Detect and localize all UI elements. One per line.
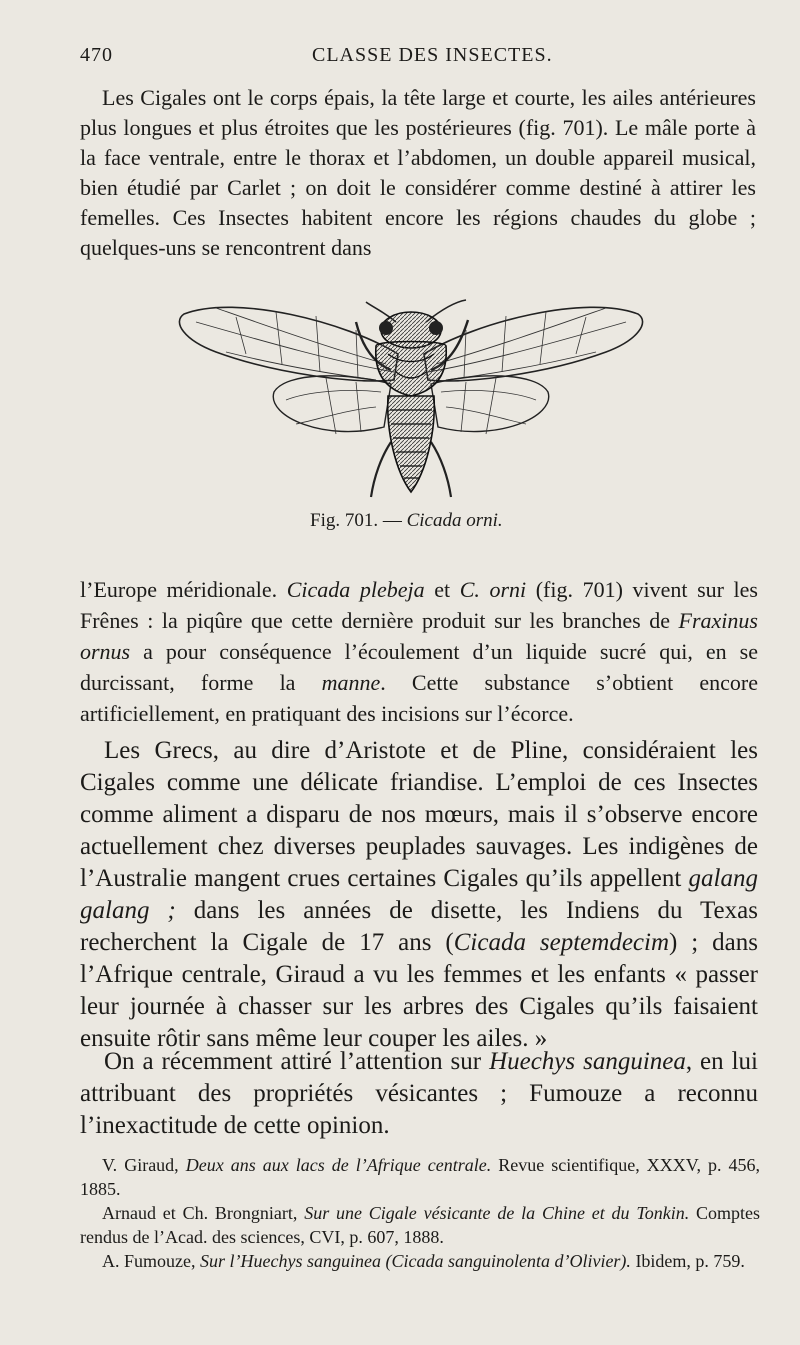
- cicada-thorax: [376, 342, 446, 397]
- right-hindwing: [431, 376, 549, 432]
- reference-title: Sur l’Huechys sanguinea (Cicada sanguinolenta d’Olivier).: [200, 1251, 631, 1271]
- text-run: , en lui attribuant des propriétés vésicantes ; Fumouze a reconnu l’inexactitude de cette opinion.: [80, 1048, 758, 1139]
- text-run: ) ; dans l’Afrique centrale, Giraud a vu les femmes et les enfants « passer leur journée à chasser sur les arbres des Cigales qu’ils faisaient ensuite rôtir sans même leur couper les ailes. »: [80, 929, 758, 1052]
- reference-author: V. Giraud,: [102, 1155, 186, 1175]
- reference-title: Deux ans aux lacs de l’Afrique centrale.: [185, 1155, 492, 1175]
- text-run: dans les années de disette, les Indiens du Texas recherchent la Cigale de 17 ans (: [80, 897, 758, 956]
- reference-item: [80, 1153, 760, 1201]
- reference-source: Ibidem, p. 759.: [630, 1251, 745, 1271]
- paragraph-grecs: [80, 735, 758, 1055]
- paragraph-cicada-description: Les Cigales ont le corps épais, la tête large et courte, les ailes antérieures plus longues et plus étroites que les postérieures (fig. 701). Le mâle porte à la face ventrale, entre le thorax et l’abdomen, un double appareil musical, bien étudié par Carlet ; on doit le considérer comme destiné à attirer les femelles. Ces Insectes habitent encore les régions chaudes du globe ; quelques-uns se rencontrent dans: [80, 85, 756, 260]
- term-manne: manne: [321, 670, 381, 695]
- paragraph-huechys: [80, 1046, 758, 1142]
- reference-author: A. Fumouze,: [102, 1251, 200, 1271]
- text-run: l’Europe méridionale.: [80, 577, 287, 602]
- text-run: (fig. 701) vivent sur les Frênes : la piqûre que cette dernière produit sur les branches de: [80, 577, 758, 633]
- running-title: CLASSE DES INSECTES.: [312, 44, 553, 66]
- reference-author: Arnaud et Ch. Brongniart,: [102, 1203, 305, 1223]
- running-header: [80, 44, 740, 74]
- caption-species: Cicada orni.: [406, 510, 503, 531]
- term-galang: galang galang ;: [80, 865, 758, 924]
- page-number: 470: [80, 44, 113, 66]
- reference-source: Comptes rendus de l’Acad. des sciences, CVI, p. 607, 1888.: [80, 1203, 761, 1247]
- text-run: On a récemment attiré l’attention sur: [104, 1048, 490, 1075]
- paragraph-frenes: [80, 574, 758, 729]
- reference-title: Sur une Cigale vésicante de la Chine et du Tonkin.: [304, 1203, 690, 1223]
- figure-caption: [310, 510, 503, 532]
- species-name: Fraxinus ornus: [80, 608, 758, 664]
- text-run: et: [424, 577, 460, 602]
- figure-cicada-orni: [176, 292, 646, 507]
- left-hindwing: [273, 376, 391, 432]
- species-name: Cicada plebeja: [286, 577, 425, 602]
- reference-item: [80, 1201, 760, 1249]
- species-name: Cicada septemdecim: [453, 929, 670, 956]
- species-name: Huechys sanguinea: [489, 1048, 686, 1075]
- reference-source: Revue scientifique, XXXV, p. 456, 1885.: [80, 1155, 760, 1199]
- text-run: . Cette substance s’obtient encore artificiellement, en pratiquant des incisions sur l’écorce.: [80, 670, 758, 726]
- text-run: a pour conséquence l’écoulement d’un liquide sucré qui, en se durcissant, forme la: [80, 639, 758, 695]
- reference-item: [80, 1249, 760, 1273]
- cicada-illustration: [176, 292, 646, 507]
- references: [80, 1153, 760, 1273]
- caption-prefix: Fig. 701. —: [310, 510, 402, 531]
- text-run: Les Grecs, au dire d’Aristote et de Pline, considéraient les Cigales comme une délicate friandise. L’emploi de ces Insectes comme aliment a disparu de nos mœurs, mais il s’observe encore actuellement chez diverses peuplades sauvages. Les indigènes de l’Australie mangent crues certaines Cigales qu’ils appellent: [80, 737, 758, 892]
- species-name: C. orni: [459, 577, 527, 602]
